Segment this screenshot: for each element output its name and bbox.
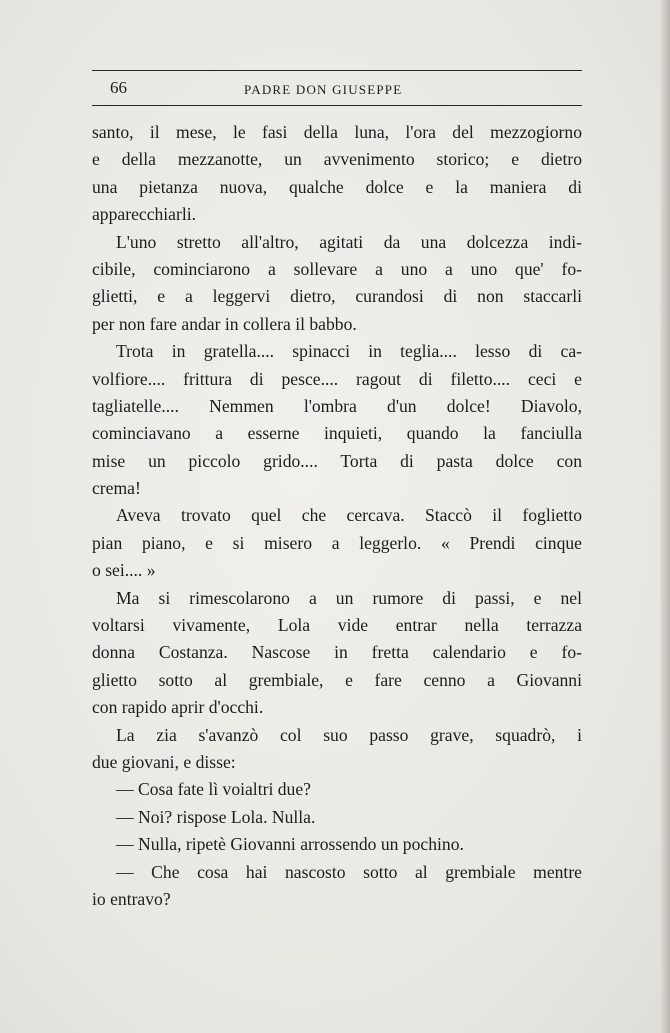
header-rule-top	[92, 70, 582, 71]
text-line: voltarsi vivamente, Lola vide entrar nella terrazza	[92, 615, 582, 636]
dialogue-line: — Che cosa hai nascosto sotto al grembiale mentre	[116, 861, 582, 882]
text-line: io entravo?	[92, 888, 171, 909]
body-text	[92, 119, 582, 913]
page-edge-shadow	[660, 0, 670, 1033]
running-title: PADRE DON GIUSEPPE	[244, 82, 403, 97]
dialogue-line: — Cosa fate lì voialtri due?	[116, 779, 311, 800]
text-line: La zia s'avanzò col suo passo grave, squadrò, i	[116, 724, 582, 745]
text-line: con rapido aprir d'occhi.	[92, 697, 264, 718]
text-line: per non fare andar in collera il babbo.	[92, 313, 357, 334]
dialogue-line: — Noi? rispose Lola. Nulla.	[116, 806, 316, 827]
text-line: glietto sotto al grembiale, e fare cenno a Giovanni	[92, 669, 582, 690]
running-header	[92, 70, 582, 110]
text-line: tagliatelle.... Nemmen l'ombra d'un dolce! Diavolo,	[92, 395, 582, 416]
text-line: Trota in gratella.... spinacci in teglia.... lesso di ca-	[116, 341, 582, 362]
text-line: mise un piccolo grido.... Torta di pasta dolce con	[92, 450, 582, 471]
text-line: apparecchiarli.	[92, 204, 197, 225]
text-line: pian piano, e si misero a leggerlo. « Prendi cinque	[92, 532, 582, 553]
header-rule-bottom	[92, 105, 582, 106]
page-number: 66	[110, 78, 127, 97]
text-line: o sei.... »	[92, 560, 156, 581]
text-line: una pietanza nuova, qualche dolce e la maniera di	[92, 176, 582, 197]
dialogue-line: — Nulla, ripetè Giovanni arrossendo un pochino.	[116, 834, 464, 855]
text-line: crema!	[92, 478, 141, 499]
text-line: santo, il mese, le fasi della luna, l'ora del mezzogiorno	[92, 122, 582, 142]
text-line: e della mezzanotte, un avvenimento storico; e dietro	[92, 149, 582, 170]
text-line: L'uno stretto all'altro, agitati da una dolcezza indi-	[116, 231, 582, 252]
text-line: due giovani, e disse:	[92, 751, 236, 772]
text-line: donna Costanza. Nascose in fretta calendario e fo-	[92, 642, 582, 663]
text-line: cominciavano a esserne inquieti, quando la fanciulla	[92, 423, 582, 444]
text-line: cibile, cominciarono a sollevare a uno a uno que' fo-	[92, 258, 582, 279]
text-line: volfiore.... frittura di pesce.... ragout di filetto.... ceci e	[92, 368, 582, 389]
text-line: glietti, e a leggervi dietro, curandosi di non staccarli	[92, 286, 582, 307]
text-line: Aveva trovato quel che cercava. Staccò il foglietto	[116, 505, 582, 526]
text-line: Ma si rimescolarono a un rumore di passi, e nel	[116, 587, 582, 608]
